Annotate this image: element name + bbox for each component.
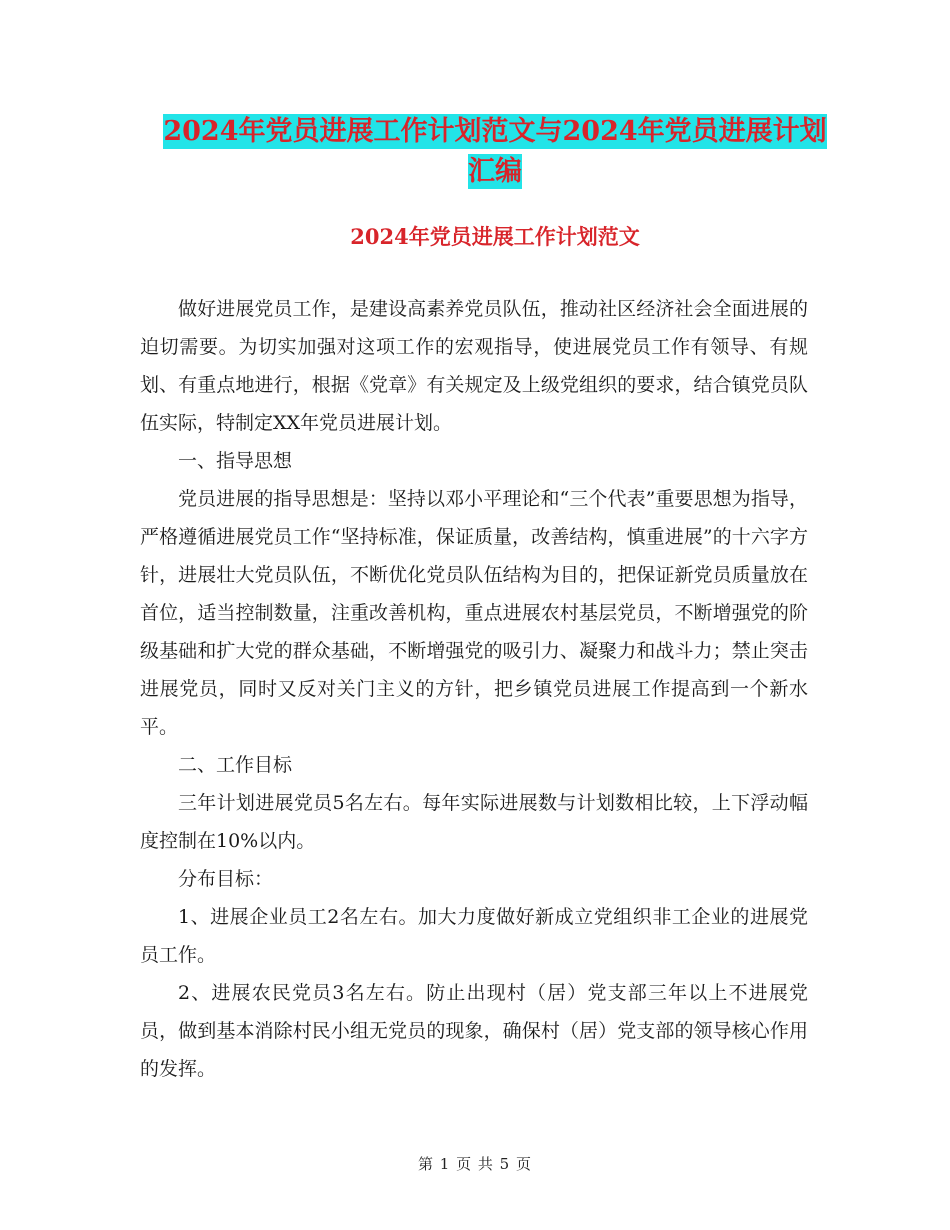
heading-guiding-ideology: 一、指导思想	[178, 450, 293, 472]
paragraph-distribution-goals: 分布目标：	[178, 868, 274, 890]
heading-work-goals: 二、工作目标	[178, 754, 293, 776]
paragraph-work-goals: 三年计划进展党员5名左右。每年实际进展数与计划数相比较，上下浮动幅度控制在10%以内。	[140, 792, 808, 852]
paragraph-intro: 做好进展党员工作，是建设高素养党员队伍，推动社区经济社会全面进展的迫切需要。为切实加强对这项工作的宏观指导，使进展党员工作有领导、有规划、有重点地进行，根据《党章》有关规定及上级党组织的要求，结合镇党员队伍实际，特制定XX年党员进展计划。	[140, 298, 808, 434]
page-footer: 第 1 页 共 5 页	[418, 1155, 532, 1173]
paragraph-goal-1: 1、进展企业员工2名左右。加大力度做好新成立党组织非工企业的进展党员工作。	[140, 906, 808, 966]
paragraph-goal-2: 2、进展农民党员3名左右。防止出现村（居）党支部三年以上不进展党员，做到基本消除村民小组无党员的现象，确保村（居）党支部的领导核心作用的发挥。	[140, 982, 808, 1080]
document-body	[140, 290, 808, 1088]
paragraph-guiding-ideology: 党员进展的指导思想是：坚持以邓小平理论和“三个代表”重要思想为指导，严格遵循进展党员工作“坚持标准，保证质量，改善结构，慎重进展”的十六字方针，进展壮大党员队伍，不断优化党员队伍结构为目的，把保证新党员质量放在首位，适当控制数量，注重改善机构，重点进展农村基层党员，不断增强党的阶级基础和扩大党的群众基础，不断增强党的吸引力、凝聚力和战斗力；禁止突击进展党员，同时又反对关门主义的方针，把乡镇党员进展工作提高到一个新水平。	[140, 488, 808, 738]
document-title-line1: 2024年党员进展工作计划范文与2024年党员进展计划	[163, 116, 827, 147]
section-title: 2024年党员进展工作计划范文	[350, 224, 640, 249]
document-title-line2: 汇编	[468, 156, 522, 187]
document-title	[140, 112, 850, 192]
